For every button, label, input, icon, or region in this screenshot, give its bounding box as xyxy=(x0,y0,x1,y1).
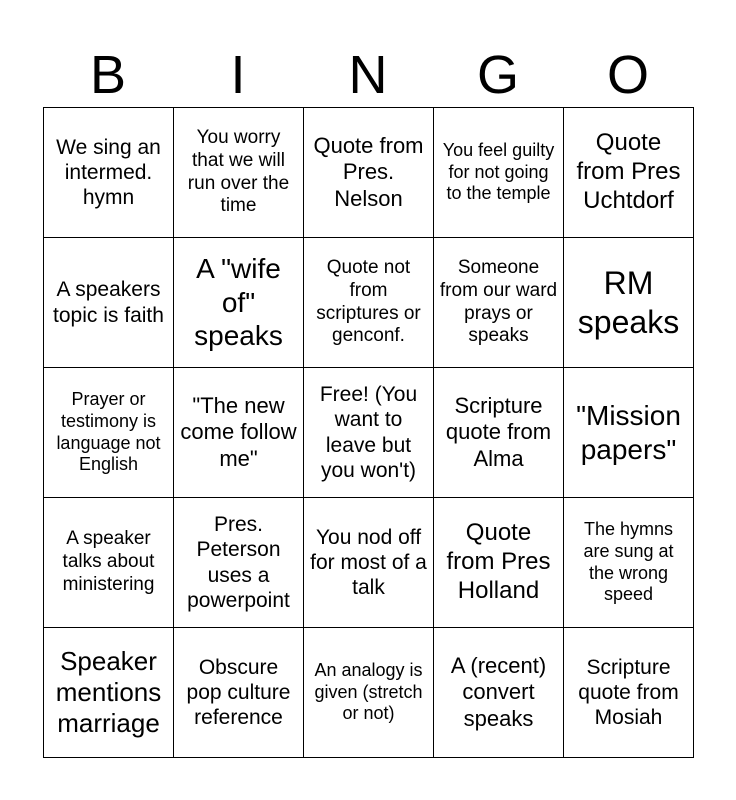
bingo-cell[interactable]: A speakers topic is faith xyxy=(44,238,174,368)
grid-row-2 xyxy=(44,238,694,368)
bingo-cell[interactable]: Pres. Peterson uses a powerpoint xyxy=(174,498,304,628)
bingo-cell[interactable]: "Mission papers" xyxy=(564,368,694,498)
bingo-cell[interactable]: Obscure pop culture reference xyxy=(174,628,304,758)
bingo-cell[interactable]: Quote from Pres. Nelson xyxy=(304,108,434,238)
header-letter-b: B xyxy=(89,45,127,105)
bingo-cell[interactable]: We sing an intermed. hymn xyxy=(44,108,174,238)
grid-row-4 xyxy=(44,498,694,628)
bingo-cell[interactable]: "The new come follow me" xyxy=(174,368,304,498)
bingo-cell[interactable]: A "wife of" speaks xyxy=(174,238,304,368)
bingo-cell[interactable]: Quote from Pres Holland xyxy=(434,498,564,628)
grid-row-5 xyxy=(44,628,694,758)
bingo-cell[interactable]: Someone from our ward prays or speaks xyxy=(434,238,564,368)
bingo-cell[interactable]: A (recent) convert speaks xyxy=(434,628,564,758)
bingo-cell[interactable]: A speaker talks about ministering xyxy=(44,498,174,628)
bingo-cell[interactable]: You feel guilty for not going to the temple xyxy=(434,108,564,238)
bingo-cell[interactable]: Scripture quote from Alma xyxy=(434,368,564,498)
bingo-cell[interactable]: The hymns are sung at the wrong speed xyxy=(564,498,694,628)
header-letter-i: I xyxy=(230,45,246,105)
bingo-cell[interactable]: An analogy is given (stretch or not) xyxy=(304,628,434,758)
grid-row-3 xyxy=(44,368,694,498)
bingo-cell[interactable]: RM speaks xyxy=(564,238,694,368)
bingo-cell[interactable]: Prayer or testimony is language not English xyxy=(44,368,174,498)
grid-row-1 xyxy=(44,108,694,238)
bingo-grid xyxy=(43,107,694,758)
bingo-cell[interactable]: You nod off for most of a talk xyxy=(304,498,434,628)
bingo-cell[interactable]: Free! (You want to leave but you won't) xyxy=(304,368,434,498)
bingo-cell[interactable]: Scripture quote from Mosiah xyxy=(564,628,694,758)
bingo-header xyxy=(43,44,693,106)
header-letter-g: G xyxy=(476,45,519,105)
bingo-cell[interactable]: Quote from Pres Uchtdorf xyxy=(564,108,694,238)
header-letter-o: O xyxy=(606,45,649,105)
bingo-cell[interactable]: You worry that we will run over the time xyxy=(174,108,304,238)
bingo-cell[interactable]: Quote not from scriptures or genconf. xyxy=(304,238,434,368)
bingo-cell[interactable]: Speaker mentions marriage xyxy=(44,628,174,758)
header-letter-n: N xyxy=(348,45,388,105)
